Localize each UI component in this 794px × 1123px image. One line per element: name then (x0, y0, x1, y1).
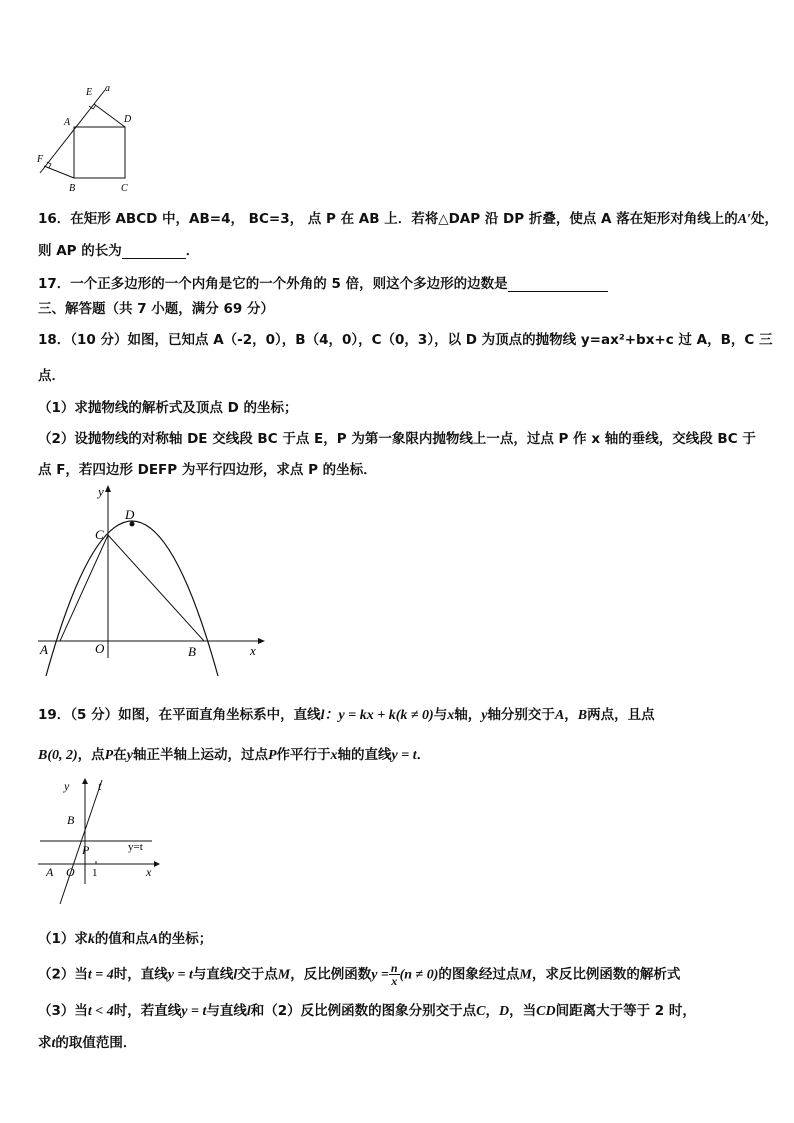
q18-line1: 18．（10 分）如图，已知点 A（-2，0），B（4，0），C（0，3），以 D 为顶点的抛物线 y=ax²+bx+c 过 A，B，C 三 (38, 332, 773, 348)
square-figure (30, 78, 150, 198)
fraction-numerator: n (390, 961, 398, 975)
q19-p3-l: l (246, 1004, 251, 1019)
q19-p3-b: 时，若直线 (113, 1003, 182, 1019)
section3-title: 三、解答题（共 7 小题，满分 69 分） (38, 301, 274, 317)
q18-part2-line1: （2）设抛物线的对称轴 DE 交线段 BC 于点 E，P 为第一象限内抛物线上一点，过点 P 作 x 轴的垂线，交线段 BC 于 (38, 431, 756, 447)
q19-line2 (38, 743, 430, 764)
q19-line1 (38, 703, 655, 724)
q19-text-e: 两点，且点 (587, 707, 655, 723)
q19-part2 (38, 962, 680, 987)
line-a (40, 90, 105, 173)
q19-p3-yt: y = t (181, 1004, 207, 1019)
graph-label-y: y (64, 779, 70, 793)
q19-part3-line2 (38, 1031, 136, 1052)
q19-p2-l: l (233, 967, 238, 983)
q19-p2-a: （2）当 (38, 966, 88, 983)
label-a: A (64, 117, 71, 128)
segment-bc (108, 535, 204, 641)
graph-label-a: A (40, 642, 48, 657)
q16-text: 16．在矩形 ABCD 中，AB=4， BC=3， 点 P 在 AB 上．若将△DAP 沿 DP 折叠，使点 A 落在矩形对角线上的 (38, 211, 738, 227)
graph-label-t: t (98, 779, 102, 793)
q19-y2: y (126, 748, 133, 763)
q17-text: 17．一个正多边形的一个内角是它的一个外角的 5 倍，则这个多边形的边数是 (38, 276, 508, 292)
q19-p3-comma: ， (485, 1003, 500, 1019)
q16-text-end: 处， (750, 211, 778, 227)
q19-y: y (481, 708, 488, 723)
q19-p3-d: 和（2）反比例函数的图象分别交于点 (250, 1003, 477, 1019)
q18-part2-line2: 点 F，若四边形 DEFP 为平行四边形，求点 P 的坐标． (38, 462, 377, 478)
q19-p1-c: 的坐标； (158, 931, 213, 947)
q19-p3-f: 间距离大于等于 2 时， (555, 1003, 696, 1019)
graph-label-d: D (125, 507, 135, 522)
parabola-graph (36, 482, 266, 660)
line-l (60, 780, 102, 904)
q19-period: ． (416, 747, 431, 763)
label-b: B (69, 183, 76, 194)
q19-text-a: 19．（5 分）如图，在平面直角坐标系中，直线 (38, 707, 321, 723)
y-axis-arrow (82, 778, 88, 784)
q19-p2-d: 交于点 (237, 966, 278, 983)
q19-p1-a-point: A (148, 932, 159, 947)
q19-l: l (320, 708, 325, 723)
q19-p3-l2-a: 求 (38, 1035, 52, 1051)
graph-label-p: P (82, 843, 90, 857)
q18-line2: 点． (38, 368, 65, 384)
q19-p2-g: ，求反比例函数的解析式 (531, 966, 681, 983)
q19-text-b: 与 (433, 707, 448, 723)
q19-p3-e: ，当 (509, 1003, 537, 1019)
q19-text-2e: 轴的直线 (337, 747, 392, 763)
q19-x: x (447, 708, 455, 723)
label-c: C (121, 183, 128, 194)
q19-text-2a: ，点 (77, 747, 105, 763)
q19-a: A (554, 708, 565, 723)
y-axis-arrow (105, 485, 111, 492)
graph-label-x: x (146, 865, 152, 879)
graph-label-yt: y=t (128, 841, 143, 853)
q19-p3-a: （3）当 (38, 1003, 88, 1019)
q18-part1: （1）求抛物线的解析式及顶点 D 的坐标； (38, 400, 298, 416)
graph-label-a: A (46, 865, 54, 879)
graph-label-b: B (188, 644, 196, 659)
q19-p3-c: 与直线 (206, 1003, 247, 1019)
segment-bf (44, 166, 74, 178)
q19-p2-m2: M (519, 967, 532, 983)
graph-label-1: 1 (92, 867, 98, 879)
q19-b: B (577, 708, 588, 723)
label-a-line: a (105, 83, 110, 94)
graph-label-y: y (98, 484, 104, 499)
q19-text-2c: 轴正半轴上运动，过点 (132, 747, 268, 763)
q16-text2: 则 AP 的长为 (38, 243, 122, 259)
q19-p2-cond: (n ≠ 0) (399, 967, 439, 983)
q19-p2: P (267, 748, 277, 763)
q19-p2-f: 的图象经过点 (438, 966, 520, 983)
q19-p2-e: ，反比例函数 (290, 966, 372, 983)
x-axis-arrow (258, 638, 265, 644)
q16-line1 (38, 207, 778, 228)
square-abcd (74, 127, 125, 178)
x-axis-arrow (154, 861, 160, 867)
q19-point-b: B(0, 2) (38, 748, 78, 763)
q19-fraction (389, 962, 400, 987)
graph-label-o: O (95, 641, 105, 656)
q19-p3-t: t (51, 1036, 56, 1051)
q19-text-d: 轴分别交于 (487, 707, 555, 723)
q19-text-2b: 在 (113, 747, 127, 763)
segment-ac (60, 535, 108, 641)
q19-p1-a: （1）求 (38, 931, 88, 947)
label-e: E (86, 87, 93, 98)
q16-answer-blank (122, 244, 186, 259)
q19-p1-b: 的值和点 (94, 931, 149, 947)
q19-p3-d-point: D (499, 1004, 510, 1019)
q19-p3-l2-b: 的取值范围． (55, 1035, 137, 1051)
q19-p3-cd: CD (536, 1004, 556, 1019)
label-d: D (124, 114, 132, 125)
graph-label-x: x (250, 643, 256, 658)
q19-yt: y = t (391, 748, 417, 763)
q19-part3 (38, 999, 696, 1020)
q19-p3-c-point: C (476, 1004, 486, 1019)
segment-de (94, 104, 125, 127)
q19-t4: t = 4 (87, 967, 114, 983)
q19-text-2d: 作平行于 (276, 747, 331, 763)
q19-p2-ylead: y = (371, 967, 389, 983)
vertex-d (130, 522, 135, 527)
q16-aprime: A′ (737, 212, 751, 227)
q19-comma: ， (564, 707, 578, 723)
q19-p2-yt: y = t (167, 967, 193, 983)
q17-answer-blank (508, 277, 608, 292)
q16-text2-end: ． (185, 243, 200, 259)
q19-x2: x (330, 748, 338, 763)
q19-p2-c: 与直线 (192, 966, 234, 983)
q19-tlt4: t < 4 (87, 1004, 114, 1019)
q19-p2-m: M (277, 967, 291, 983)
graph-label-c: C (95, 527, 104, 542)
q19-p: P (104, 748, 114, 763)
graph-label-o: O (66, 865, 75, 879)
q16-line2 (38, 239, 199, 259)
fraction-denominator: x (391, 974, 398, 988)
q19-part1 (38, 927, 212, 948)
line-graph (36, 776, 166, 886)
q19-text-c: 轴， (454, 707, 482, 723)
q19-equation: ：y = kx + k(k ≠ 0) (324, 708, 434, 723)
q19-k: k (87, 932, 95, 947)
q17-line (38, 272, 608, 292)
graph-label-b: B (67, 813, 75, 827)
label-f: F (37, 154, 44, 165)
q19-p2-b: 时，直线 (113, 966, 168, 983)
